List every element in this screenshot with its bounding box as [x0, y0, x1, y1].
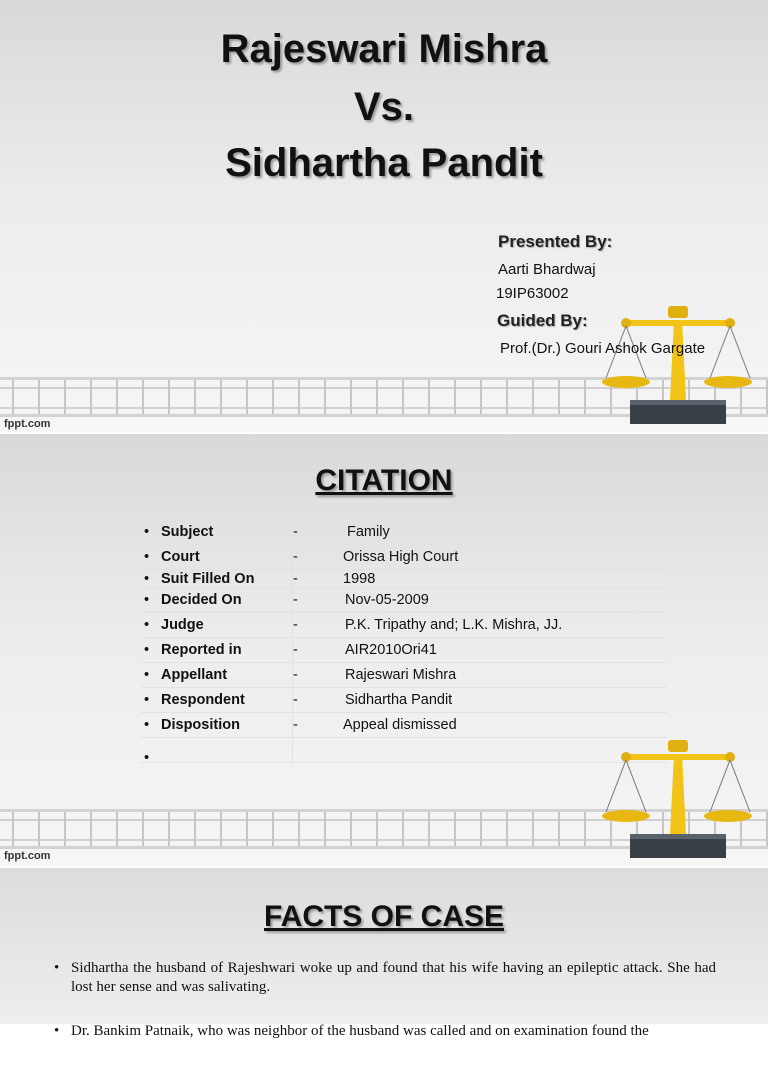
- row-value: Family: [343, 520, 667, 545]
- row-label: • Disposition: [141, 713, 293, 738]
- table-row: [141, 570, 667, 588]
- presenter-name: Aarti Bhardwaj: [498, 261, 596, 278]
- table-row: [141, 663, 667, 688]
- table-row: [141, 545, 667, 570]
- row-separator: -: [293, 520, 344, 545]
- row-separator: -: [293, 545, 344, 570]
- list-item: • Sidhartha the husband of Rajeshwari woke up and found that his wife having an epileptic attack. She had lost her sense and was salivating.: [54, 959, 716, 997]
- row-separator: -: [293, 663, 344, 688]
- case-title-party-1: Rajeswari Mishra: [220, 27, 548, 71]
- presented-by-label: Presented By:: [498, 232, 613, 251]
- citation-slide: [0, 434, 768, 866]
- row-separator: -: [293, 688, 344, 713]
- row-label: • Suit Filled On: [141, 570, 293, 588]
- row-value: AIR2010Ori41: [343, 638, 667, 663]
- facts-list: [54, 959, 716, 1066]
- table-row: [141, 713, 667, 738]
- empty-cell: [293, 738, 344, 763]
- row-label: • Subject: [141, 520, 293, 545]
- row-separator: -: [293, 638, 344, 663]
- row-value: Orissa High Court: [343, 545, 667, 570]
- facts-slide: [0, 868, 768, 1039]
- row-value: P.K. Tripathy and; L.K. Mishra, JJ.: [343, 613, 667, 638]
- case-title-versus: Vs.: [353, 85, 415, 129]
- footer-brand: fppt.com: [4, 850, 51, 862]
- row-separator: -: [293, 588, 344, 613]
- row-value: Nov-05-2009: [343, 588, 667, 613]
- footer-brand: fppt.com: [4, 418, 51, 430]
- list-item: • Dr. Bankim Patnaik, who was neighbor of the husband was called and on examination found the: [54, 1022, 716, 1041]
- row-label: • Respondent: [141, 688, 293, 713]
- title-slide: [0, 0, 768, 432]
- table-row: [141, 688, 667, 713]
- scales-of-justice-icon: [600, 734, 750, 864]
- row-value: Appeal dismissed: [343, 713, 667, 738]
- case-title-party-2: Sidhartha Pandit: [225, 141, 543, 185]
- table-row: [141, 588, 667, 613]
- row-value: Rajeswari Mishra: [343, 663, 667, 688]
- row-label: • Decided On: [141, 588, 293, 613]
- row-separator: -: [293, 713, 344, 738]
- table-row: [141, 738, 667, 763]
- row-label: • Judge: [141, 613, 293, 638]
- row-separator: -: [293, 613, 344, 638]
- row-value: Sidhartha Pandit: [343, 688, 667, 713]
- row-value: 1998: [343, 570, 667, 588]
- row-label: • Appellant: [141, 663, 293, 688]
- row-separator: -: [293, 570, 344, 588]
- table-row: [141, 613, 667, 638]
- scales-of-justice-icon: [600, 300, 750, 430]
- guided-by-label: Guided By:: [497, 311, 588, 330]
- facts-title: FACTS OF CASE: [263, 900, 504, 933]
- table-row: [141, 638, 667, 663]
- row-label: • Court: [141, 545, 293, 570]
- citation-title: CITATION: [315, 464, 453, 497]
- presenter-id: 19IP63002: [496, 285, 569, 302]
- empty-cell: [141, 738, 293, 763]
- guide-name: Prof.(Dr.) Gouri Ashok Gargate: [500, 340, 706, 357]
- row-label: • Reported in: [141, 638, 293, 663]
- citation-table: [141, 520, 667, 763]
- table-row: [141, 520, 667, 545]
